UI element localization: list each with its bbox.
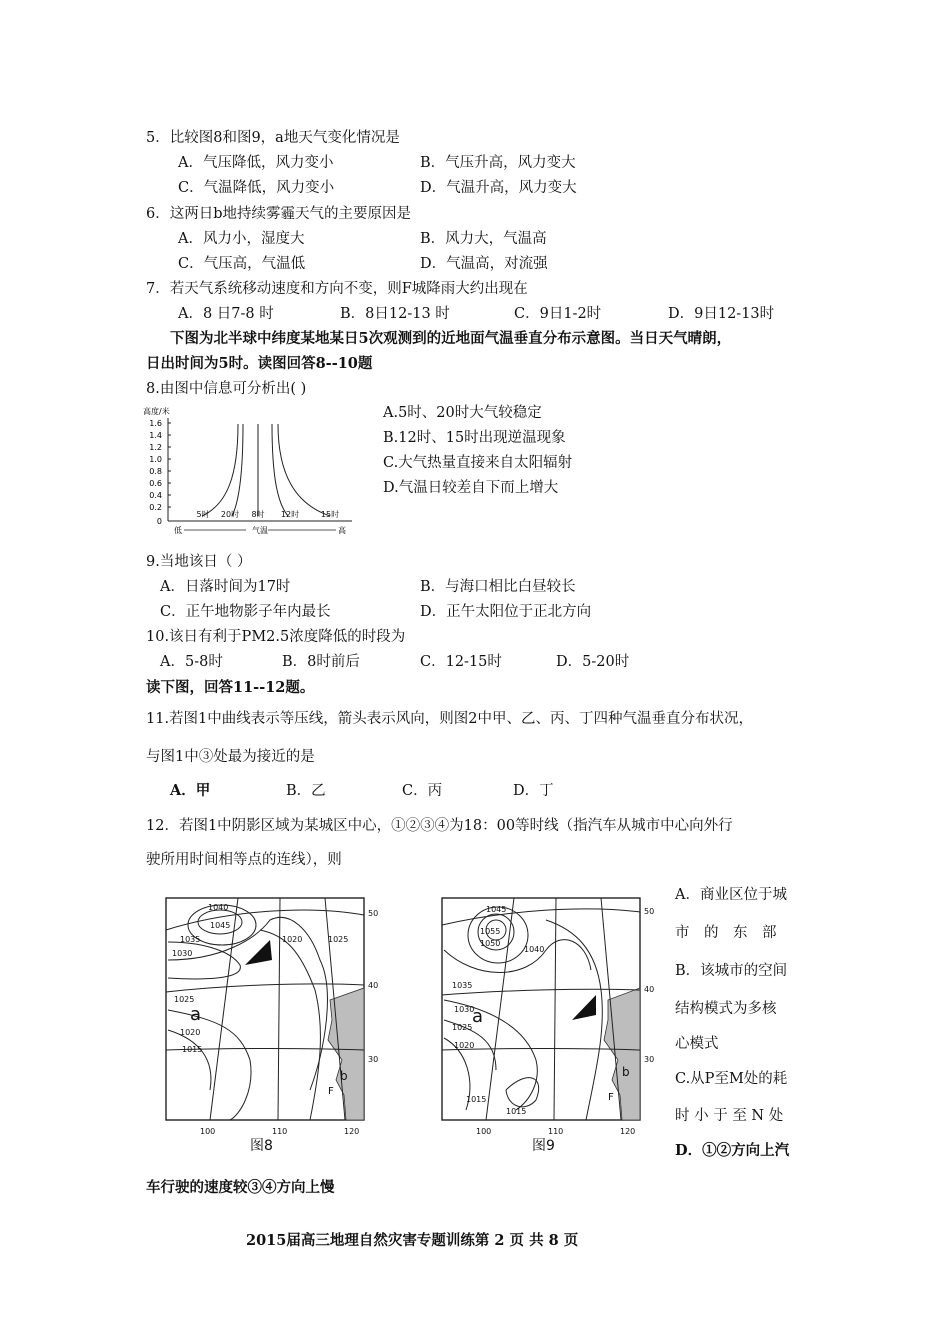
isobar-label: 1030 xyxy=(172,949,193,958)
q11-option-d: D．丁 xyxy=(513,783,554,799)
q10-option-d: D．5-20时 xyxy=(556,654,630,670)
intro-11-12: 读下图，回答11--12题。 xyxy=(146,679,315,696)
curve-label-8h: 8时 xyxy=(251,510,265,519)
q12-option-c-line2: 时 小 于 至 N 处 xyxy=(675,1108,784,1124)
page-footer: 2015届高三地理自然灾害专题训练第 2 页 共 8 页 xyxy=(246,1232,579,1249)
intro-8-10-line2: 日出时间为5时。读图回答8--10题 xyxy=(146,355,373,372)
isobar-label: 1030 xyxy=(454,1005,475,1014)
x-high-label: 高 xyxy=(338,526,346,535)
ytick: 0 xyxy=(156,517,162,526)
isobar-label: 1035 xyxy=(452,981,473,990)
lon-label: 120 xyxy=(620,1127,636,1136)
curve-5h xyxy=(202,424,238,516)
q8-option-d: D.气温日较差自下而上增大 xyxy=(383,480,559,496)
isobar-label: 1015 xyxy=(466,1095,487,1104)
isobar-label: 1015 xyxy=(506,1107,527,1116)
lon-label: 110 xyxy=(272,1127,288,1136)
isobar-label: 1050 xyxy=(480,939,501,948)
q12-option-a-line2: 市 的 东 部 xyxy=(675,925,777,941)
q11-line2: 与图1中③处最为接近的是 xyxy=(146,749,315,765)
q12-option-d-line2: 车行驶的速度较③④方向上慢 xyxy=(146,1179,335,1196)
q5-option-b: B．气压升高，风力变大 xyxy=(420,155,576,171)
q7-option-a: A．8 日7-8 时 xyxy=(178,306,274,322)
q11-option-b: B．乙 xyxy=(286,783,326,799)
q12-option-a-line1: A．商业区位于城 xyxy=(675,887,787,903)
lat-label: 50 xyxy=(368,909,379,918)
ytick: 0.4 xyxy=(149,491,162,500)
weather-map-9 xyxy=(436,890,666,1160)
temperature-profile-chart xyxy=(140,404,370,536)
q6-stem: 6．这两日b地持续雾霾天气的主要原因是 xyxy=(146,206,412,222)
map8-point-a: a xyxy=(190,1004,202,1025)
map8-point-b: b xyxy=(340,1069,348,1083)
map8-point-f: F xyxy=(328,1086,334,1097)
lat-label: 50 xyxy=(644,907,655,916)
q10-option-b: B．8时前后 xyxy=(282,654,360,670)
q6-option-b: B．风力大，气温高 xyxy=(420,231,547,247)
q6-option-c: C．气压高，气温低 xyxy=(178,256,306,272)
map9-point-b: b xyxy=(622,1065,630,1079)
q11-option-c: C．丙 xyxy=(402,783,443,799)
chart-yticks xyxy=(149,419,162,526)
isobar-label: 1020 xyxy=(180,1028,201,1037)
lat-label: 40 xyxy=(368,981,379,990)
isobar-label: 1045 xyxy=(210,921,231,930)
map9-point-f: F xyxy=(608,1092,614,1103)
lon-label: 100 xyxy=(200,1127,216,1136)
curve-label-12h: 12时 xyxy=(280,510,300,519)
x-mid-label: 气温 xyxy=(252,526,268,535)
isobar-label: 1040 xyxy=(524,945,545,954)
ytick: 1.6 xyxy=(149,419,162,428)
curve-label-20h: 20时 xyxy=(220,510,240,519)
x-low-label: 低 xyxy=(174,526,182,535)
lat-label: 40 xyxy=(644,985,655,994)
lon-label: 110 xyxy=(548,1127,564,1136)
q9-option-c: C．正午地物影子年内最长 xyxy=(160,604,331,620)
ytick: 1.4 xyxy=(149,431,162,440)
q6-option-d: D．气温高，对流强 xyxy=(420,256,548,272)
q9-option-b: B．与海口相比白昼较长 xyxy=(420,579,576,595)
isobar-label: 1025 xyxy=(328,935,349,944)
map9-point-a: a xyxy=(472,1006,484,1027)
isobar-label: 1025 xyxy=(452,1023,473,1032)
weather-map-8 xyxy=(160,890,390,1160)
q7-option-b: B．8日12-13 时 xyxy=(340,306,450,322)
intro-8-10-line1: 下图为北半球中纬度某地某日5次观测到的近地面气温垂直分布示意图。当日天气晴朗， xyxy=(170,330,732,347)
ytick: 0.2 xyxy=(149,503,162,512)
curve-label-15h: 15时 xyxy=(320,510,340,519)
isobar-label: 1055 xyxy=(480,927,501,936)
curve-12h xyxy=(272,424,288,516)
isobar-label: 1045 xyxy=(486,905,507,914)
isobar-label: 1040 xyxy=(208,903,229,912)
map8-wind-arrow xyxy=(245,940,272,965)
q9-stem: 9.当地该日（ ） xyxy=(146,554,252,570)
q10-option-a: A．5-8时 xyxy=(160,654,223,670)
ytick: 0.6 xyxy=(149,479,162,488)
q12-line2: 驶所用时间相等点的连线），则 xyxy=(146,852,342,868)
map9-caption: 图9 xyxy=(532,1138,555,1154)
isobar-label: 1020 xyxy=(454,1041,475,1050)
curve-label-5h: 5时 xyxy=(196,510,210,519)
q9-option-a: A．日落时间为17时 xyxy=(160,579,291,595)
map9-wind-arrow xyxy=(572,995,596,1020)
map8-caption: 图8 xyxy=(250,1138,273,1154)
q11-line1: 11.若图1中曲线表示等压线，箭头表示风向，则图2中甲、乙、丙、丁四种气温垂直分布状况， xyxy=(146,711,754,727)
q8-option-c: C.大气热量直接来自太阳辐射 xyxy=(383,455,573,471)
ytick: 0.8 xyxy=(149,467,162,476)
q10-option-c: C．12-15时 xyxy=(420,654,502,670)
map8-sea-shade xyxy=(328,988,364,1120)
q8-option-a: A.5时、20时大气较稳定 xyxy=(383,405,542,421)
isobar-label: 1035 xyxy=(180,935,201,944)
q12-line1: 12．若图1中阴影区域为某城区中心，①②③④为18：00等时线（指汽车从城市中心向外行 xyxy=(146,818,733,834)
q5-stem: 5．比较图8和图9，a地天气变化情况是 xyxy=(146,130,400,146)
isobar-label: 1020 xyxy=(282,935,303,944)
lon-label: 120 xyxy=(344,1127,360,1136)
q10-stem: 10.该日有利于PM2.5浓度降低的时段为 xyxy=(146,629,406,645)
lon-label: 100 xyxy=(476,1127,492,1136)
q8-stem: 8.由图中信息可分析出( ) xyxy=(146,381,307,397)
lat-label: 30 xyxy=(644,1055,655,1064)
q8-option-b: B.12时、15时出现逆温现象 xyxy=(383,430,566,446)
q9-option-d: D．正午太阳位于正北方向 xyxy=(420,604,592,620)
chart-ylabel: 高度/米 xyxy=(143,407,170,416)
q11-option-a: A．甲 xyxy=(170,782,211,799)
q12-option-b-line3: 心模式 xyxy=(675,1036,719,1052)
q5-option-a: A．气压降低，风力变小 xyxy=(178,155,334,171)
isobar-label: 1025 xyxy=(174,995,195,1004)
q12-option-c-line1: C.从P至M处的耗 xyxy=(675,1071,788,1087)
q6-option-a: A．风力小，湿度大 xyxy=(178,231,305,247)
q5-option-d: D．气温升高，风力变大 xyxy=(420,180,577,196)
q12-option-b-line1: B．该城市的空间 xyxy=(675,963,788,979)
curve-15h xyxy=(278,424,330,516)
q5-option-c: C．气温降低，风力变小 xyxy=(178,180,335,196)
ytick: 1.0 xyxy=(149,455,162,464)
q7-option-d: D．9日12-13时 xyxy=(668,306,775,322)
q12-option-d-line1: D．①②方向上汽 xyxy=(675,1142,790,1159)
isobar-label: 1015 xyxy=(182,1045,203,1054)
lat-label: 30 xyxy=(368,1055,379,1064)
q7-option-c: C．9日1-2时 xyxy=(514,306,602,322)
q12-option-b-line2: 结构模式为多核 xyxy=(675,1001,777,1017)
ytick: 1.2 xyxy=(149,443,162,452)
q7-stem: 7．若天气系统移动速度和方向不变，则F城降雨大约出现在 xyxy=(146,281,528,297)
